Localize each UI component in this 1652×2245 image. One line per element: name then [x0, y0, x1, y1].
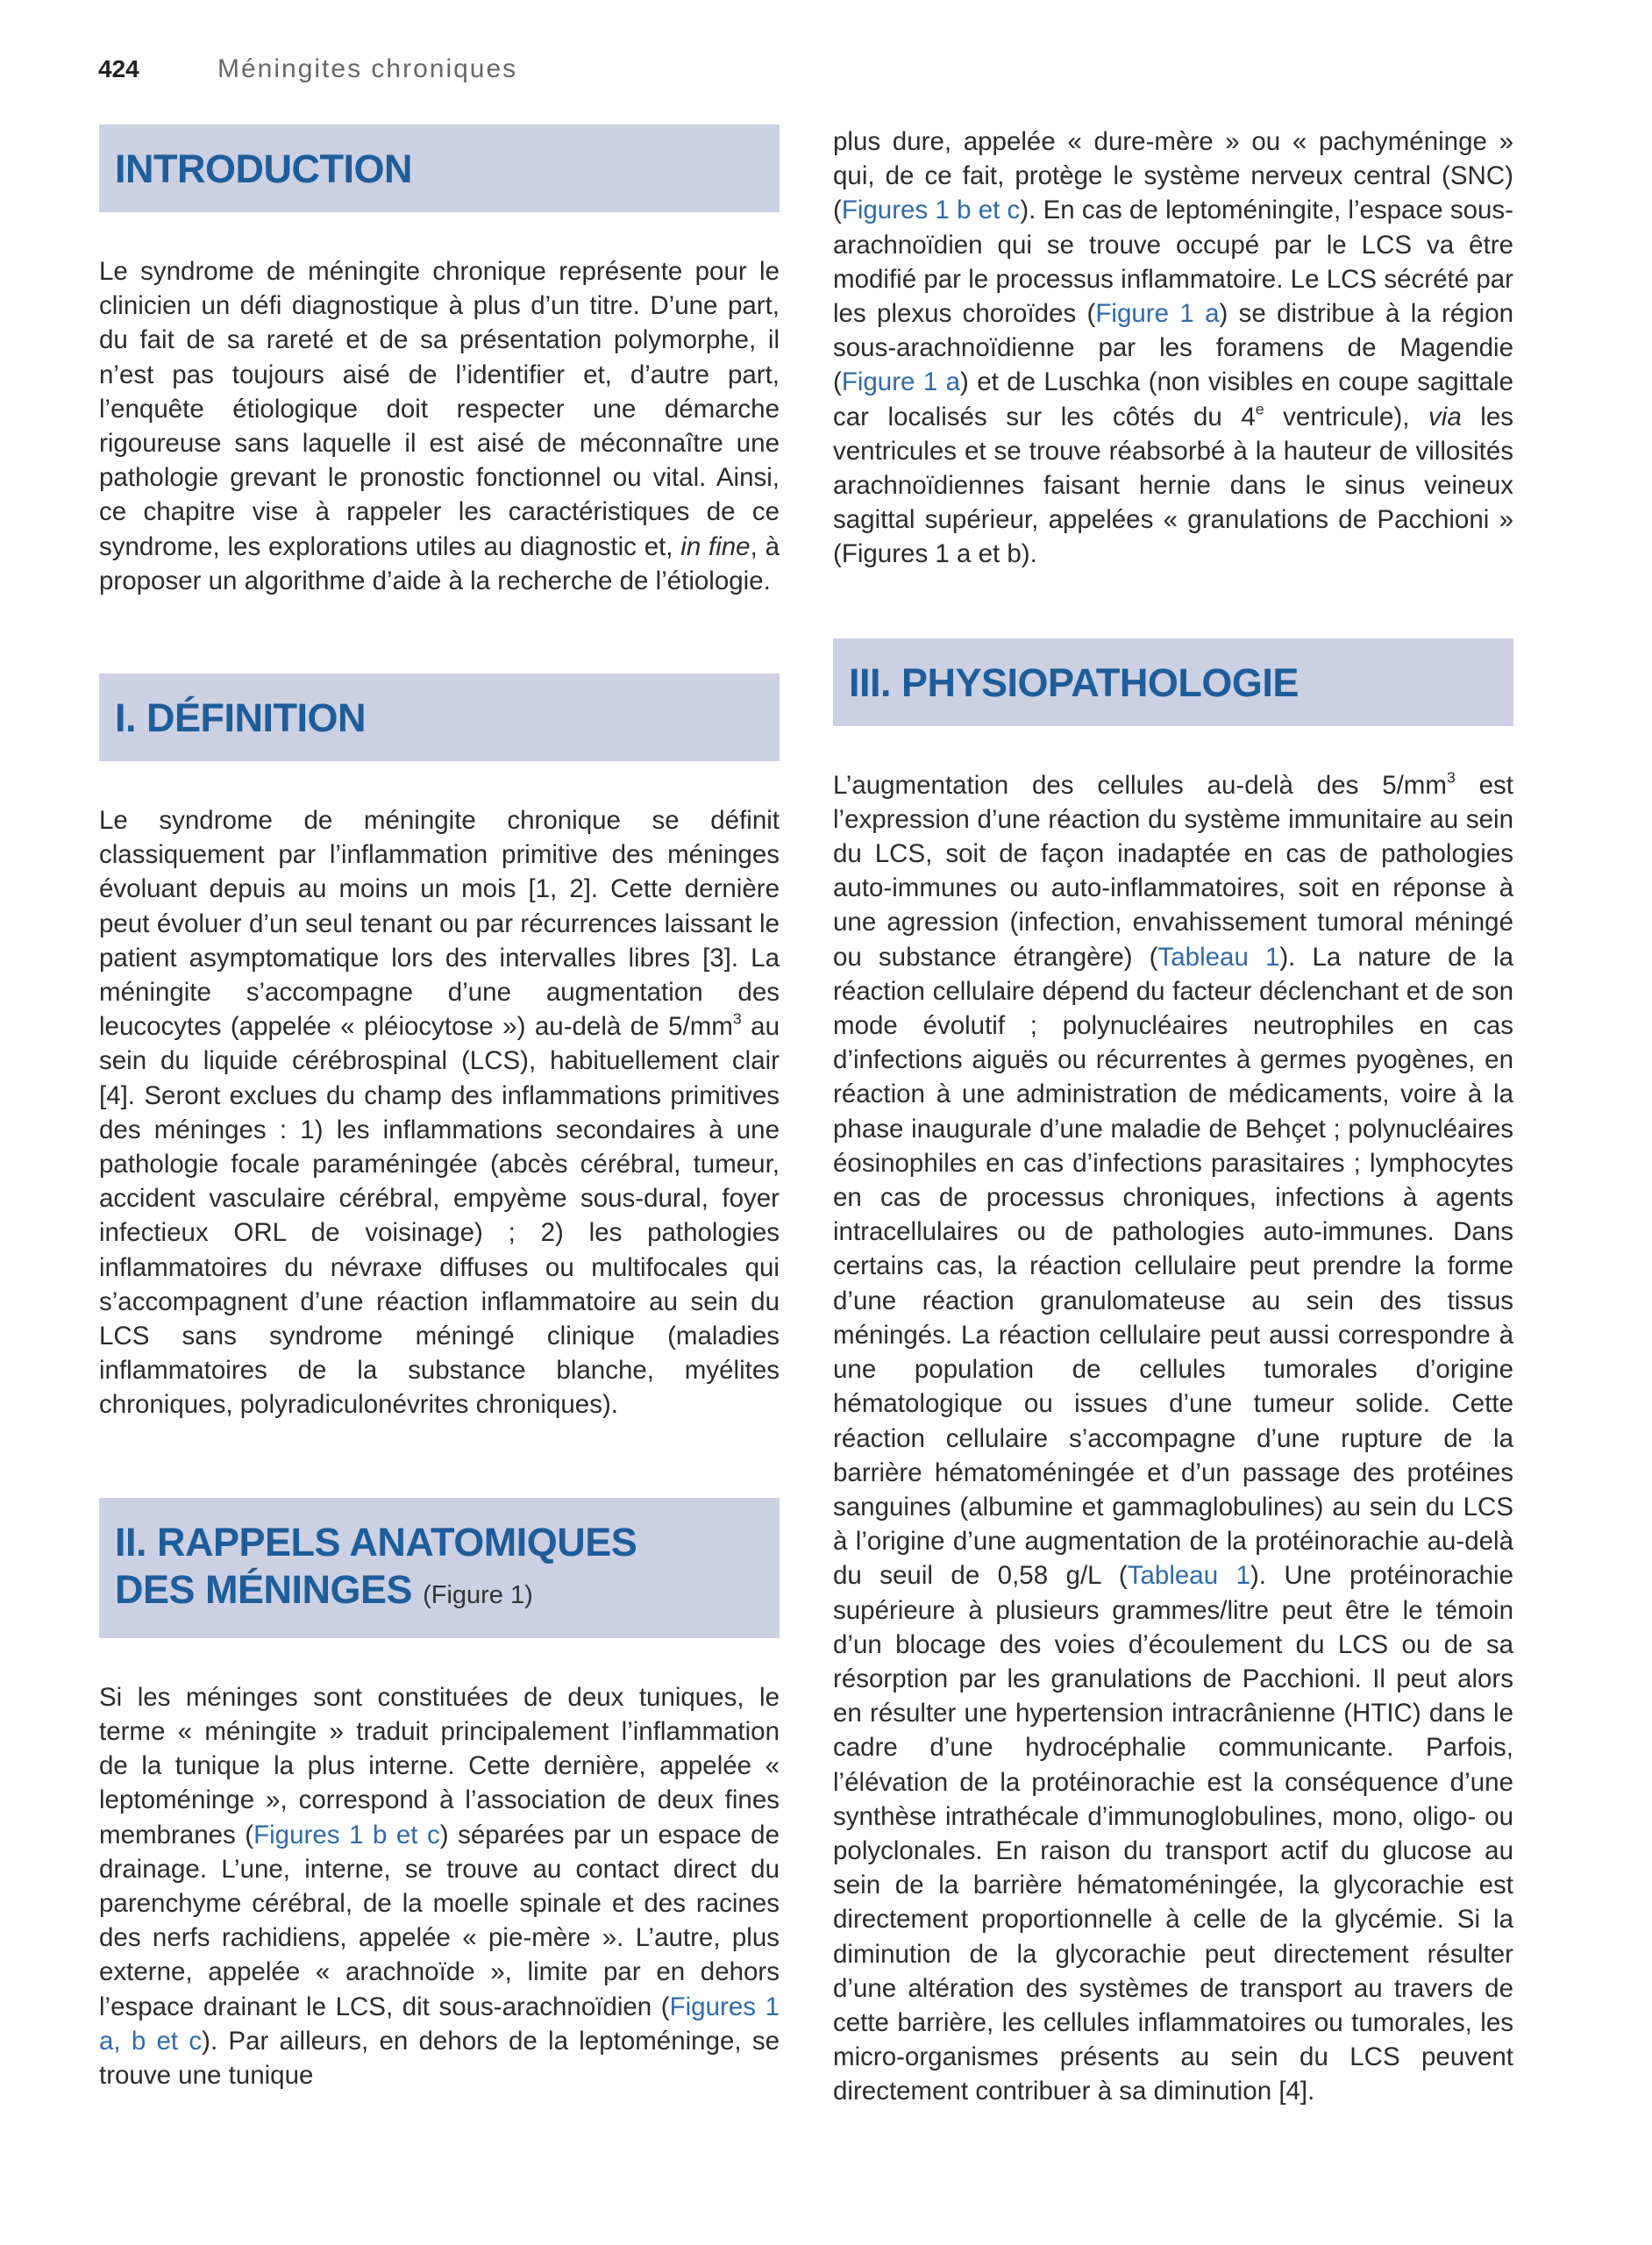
figure-link[interactable]: Figures 1 a, b et c [99, 1992, 780, 2056]
running-title: Méningites chroniques [217, 54, 518, 83]
table-link[interactable]: Tableau 1 [1157, 942, 1280, 972]
definition-heading: I. DÉFINITION [99, 674, 780, 761]
anatomy-heading-line1: II. RAPPELS ANATOMIQUES [115, 1519, 637, 1564]
definition-paragraph: Le syndrome de méningite chronique se définit classiquement par l’inflammation primitive des méninges évoluant depuis au moins un mois [1, 2]. Cette dernière peut évoluer d’un seul tenant ou par récurrences laissant le patient asymptomatique lors des intervalles libres [3]. La méningite s’accompagne d’une augmentation des leucocytes (appelée « pléiocytose ») au-delà de $5/mm^3$ au sein du liquide cérébrospinal (LCS), habituellement clair [4]. Seront exclues du champ des inflammations primitives des méninges : 1) les inflammations secondaires à une pathologie focale paraméningée (abcès cérébral, tumeur, accident vasculaire cérébral, empyème sous-dural, foyer infectieux ORL de voisinage) ; 2) les pathologies inflammatoires du névraxe diffuses ou multifocales qui s’accompagnent d’une réaction inflammatoire au sein du LCS sans syndrome méningé clinique (maladies inflammatoires de la substance blanche, myélites chroniques, polyradiculonévrites chroniques). [99, 806, 780, 1420]
right-column [833, 125, 1513, 2109]
anatomy-paragraph: Si les méninges sont constituées de deux tuniques, le terme « méningite » traduit principalement l’inflammation de la tunique la plus interne. Cette dernière, appelée « leptoméninge », correspond à l’association de deux fines membranes (Figures 1 b et c) séparées par un espace de drainage. L’une, interne, se trouve au contact direct du parenchyme cérébral, de la moelle spinale et des racines des nerfs rachidiens, appelée « pie-mère ». L’autre, plus externe, appelée « arachnoïde », limite par en dehors l’espace drainant le LCS, dit sous-arachnoïdien (Figures 1 a, b et c). Par ailleurs, en dehors de la leptoméninge, se trouve une tunique [99, 1682, 780, 2090]
physiopathology-paragraph: L’augmentation des cellules au-delà des $5/mm^3$ est l’expression d’une réaction du système immunitaire au sein du LCS, soit de façon inadaptée en cas de pathologies auto-immunes ou auto-inflammatoires, soit en réponse à une agression (infection, envahissement tumoral méningé ou substance étrangère) (Tableau 1). La nature de la réaction cellulaire dépend du facteur déclenchant et de son mode évolutif ; polynucléaires neutrophiles en cas d’infections aiguës ou récurrentes à germes pyogènes, en réaction à une administration de médicaments, voire à la phase inaugurale d’une maladie de Behçet ; polynucléaires éosinophiles en cas d’infections parasitaires ; lymphocytes en cas de processus chroniques, infections à agents intracellulaires ou de pathologies auto-immunes. Dans certains cas, la réaction cellulaire peut prendre la forme d’une réaction granulomateuse au sein des tissus méningés. La réaction cellulaire peut aussi correspondre à une population de cellules tumorales d’origine hématologique ou issues d’une tumeur solide. Cette réaction cellulaire s’accompagne d’une rupture de la barrière hématoméningée et d’un passage des protéines sanguines (albumine et gammaglobulines) au sein du LCS à l’origine d’une augmentation de la protéinorachie au-delà du seuil de 0,58 g/L (Tableau 1). Une protéinorachie supérieure à plusieurs grammes/litre peut être le témoin d’un blocage des voies d’écoulement du LCS ou de sa résorption par les granulations de Pacchioni. Il peut alors en résulter une hypertension intracrânienne (HTIC) dans le cadre d’une hydrocéphalie communicante. Parfois, l’élévation de la protéinorachie est la conséquence d’une synthèse intrathécale d’immunoglobulines, mono, oligo- ou polyclonales. En raison du transport actif du glucose au sein de la barrière hématoméningée, la glycorachie est directement proportionnelle à celle de la glycémie. Si la diminution de la glycorachie peut directement résulter d’une altération des systèmes de transport au travers de cette barrière, les cellules inflammatoires ou tumorales, les micro-organismes présents au sein du LCS peuvent directement contribuer à sa diminution [4]. [833, 768, 1513, 2106]
introduction-heading: INTRODUCTION [99, 125, 780, 212]
page-number: 424 [98, 55, 139, 82]
left-column [99, 125, 780, 2092]
figure-link[interactable]: Figure 1 a [1095, 299, 1220, 329]
figure-link[interactable]: Figure 1 a [841, 367, 961, 397]
physiopathology-heading: III. PHYSIOPATHOLOGIE [833, 638, 1513, 726]
anatomy-heading [99, 1498, 780, 1638]
running-head [98, 54, 517, 89]
anatomy-heading-line2: DES MÉNINGES [115, 1566, 413, 1612]
anatomy-heading-figure-ref: (Figure 1) [423, 1580, 533, 1609]
introduction-paragraph: Le syndrome de méningite chronique représente pour le clinicien un défi diagnostique à plus d’un titre. D’une part, du fait de sa rareté et de sa présentation polymorphe, il n’est pas toujours aisé de l’identifier et, d’autre part, l’enquête étiologique doit respecter une démarche rigoureuse sans laquelle il est aisé de méconnaître une pathologie grevant le pronostic fonctionnel ou vital. Ainsi, ce chapitre vise à rappeler les caractéristiques de ce syndrome, les explorations utiles au diagnostic et, in fine, à proposer un algorithme d’aide à la recherche de l’étiologie. [99, 257, 780, 595]
figure-link[interactable]: Figures 1 b et c [841, 196, 1021, 225]
anatomy-continuation-paragraph: plus dure, appelée « dure-mère » ou « pachyméninge » qui, de ce fait, protège le système nerveux central (SNC) (Figures 1 b et c). En cas de leptoméningite, l’espace sous-arachnoïdien qui se trouve occupé par le LCS va être modifié par le processus inflammatoire. Le LCS sécrété par les plexus choroïdes (Figure 1 a) se distribue à la région sous-arachnoïdienne par les foramens de Magendie (Figure 1 a) et de Luschka (non visibles en coupe sagittale car localisés sur les côtés du 4e ventricule), via les ventricules et se trouve réabsorbé à la hauteur de villosités arachnoïdiennes faisant hernie dans le sinus veineux sagittal supérieur, appelées « granulations de Pacchioni » (Figures 1 a et b). [833, 127, 1514, 569]
figure-link[interactable]: Figures 1 b et c [253, 1820, 440, 1849]
table-link[interactable]: Tableau 1 [1127, 1561, 1250, 1591]
